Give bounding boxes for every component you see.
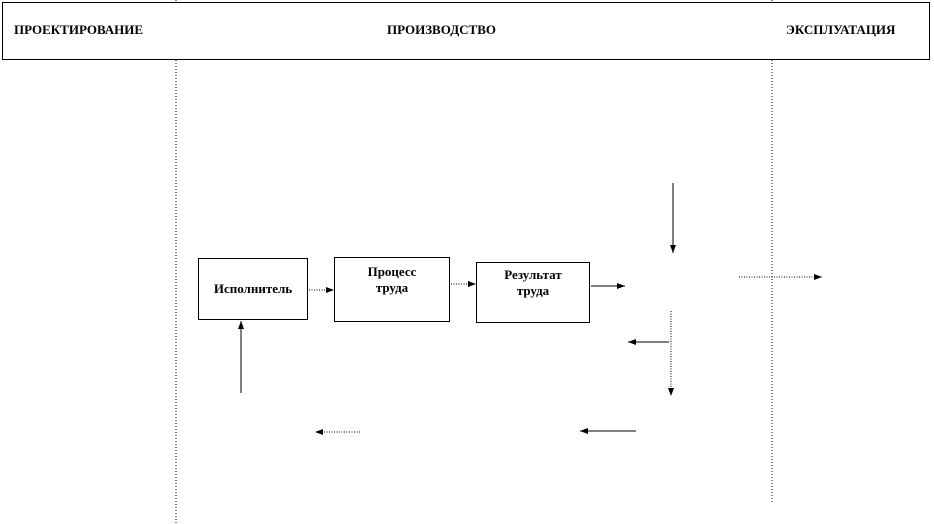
labor-result-box: [476, 262, 590, 323]
phase-design-label: ПРОЕКТИРОВАНИЕ: [14, 22, 144, 37]
executor-label: Исполнитель: [213, 281, 293, 296]
executor-box: [198, 258, 308, 320]
labor-process-box: [334, 257, 450, 322]
phase-production-label: ПРОИЗВОДСТВО: [387, 22, 496, 37]
phase-operation-label: ЭКСПЛУАТАЦИЯ: [786, 22, 896, 37]
labor-result-label: Результат труда: [504, 267, 562, 298]
labor-process-label: Процесс труда: [367, 264, 417, 295]
